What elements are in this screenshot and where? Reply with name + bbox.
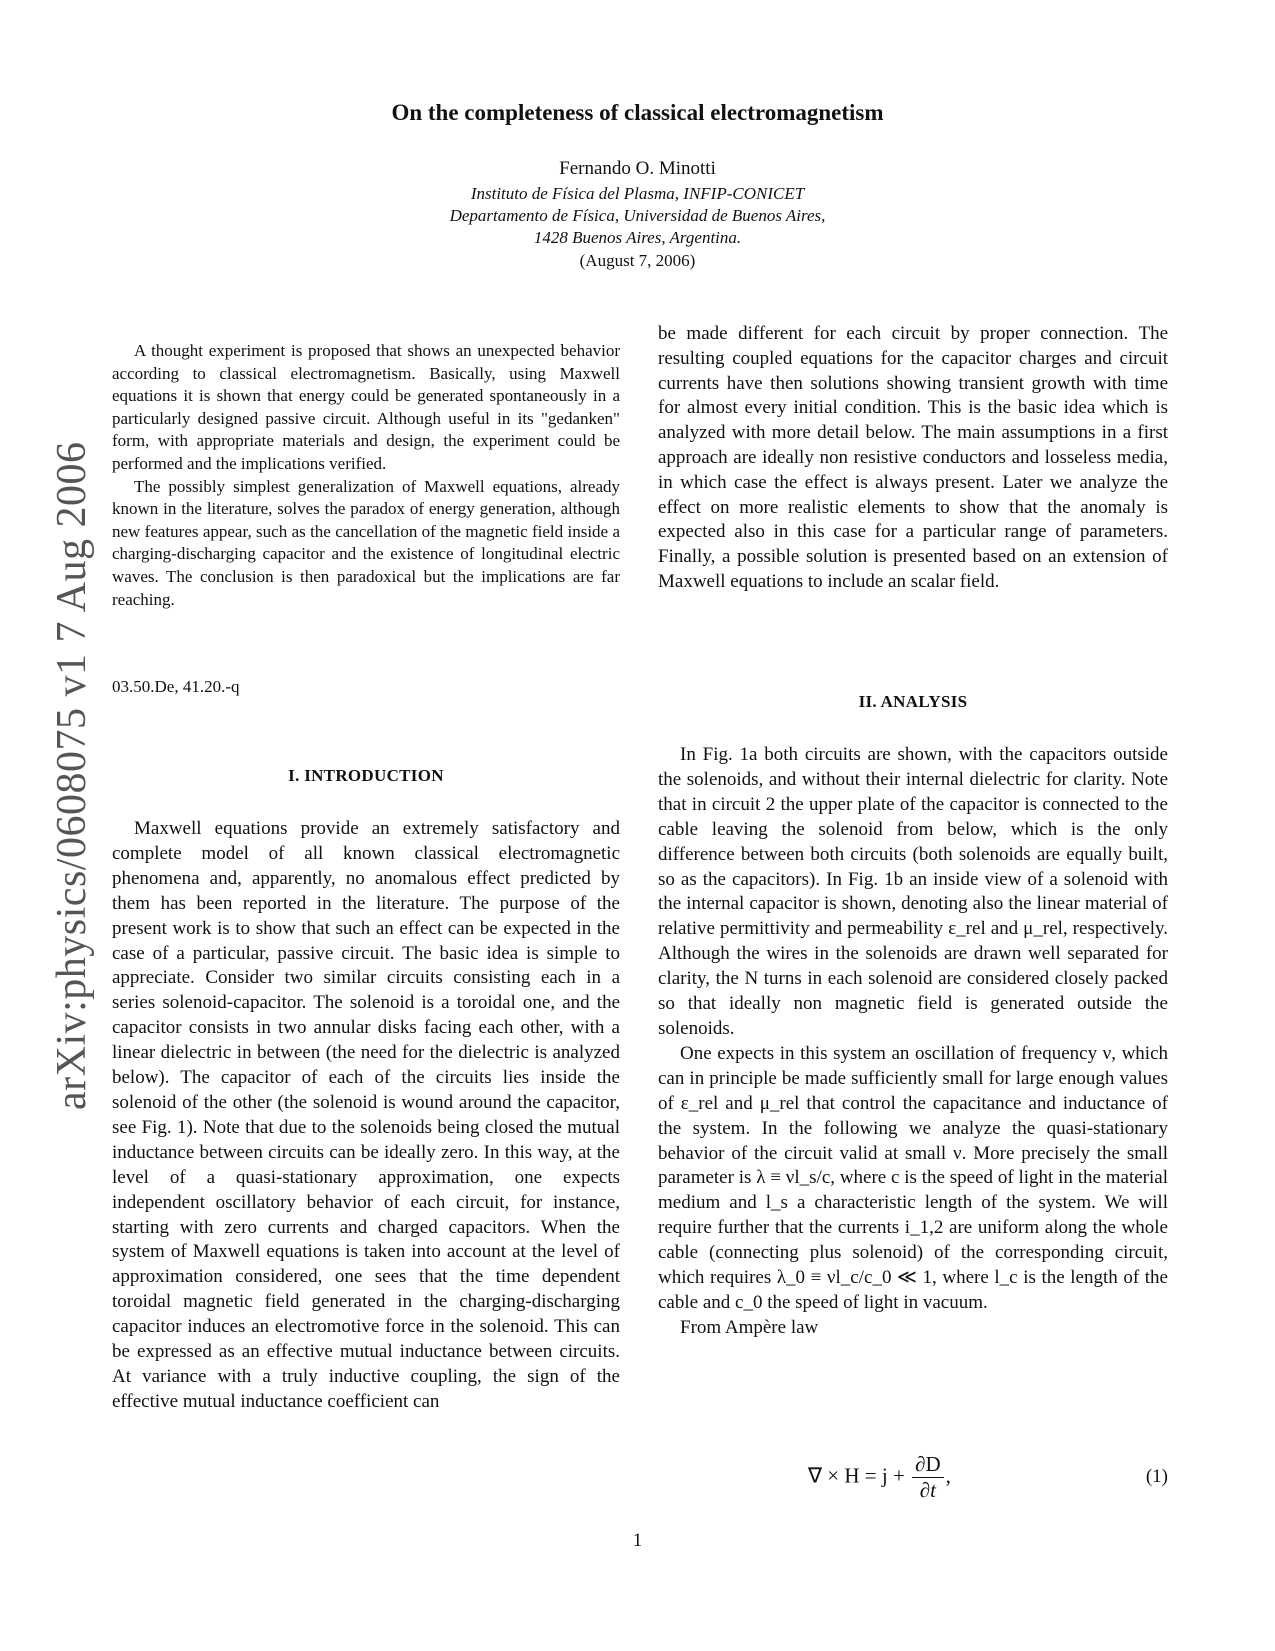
equation-body [808,1452,951,1503]
equation-fraction [912,1452,944,1503]
introduction-paragraph-continued: be made different for each circuit by proper connection. The resulting coupled equations for the capacitor charges and circuit currents have then solutions showing transient growth with time for almost every initial condition. This is the basic idea which is analyzed with more detail below. The main assumptions in a first approach are ideally non resistive conductors and losseless media, in which case the effect is always present. Later we analyze the effect on more realistic elements to show that the anomaly is expected also in this case for a particular range of parameters. Finally, a possible solution is presented based on an extension of Maxwell equations to include an scalar field. [658,323,1168,592]
introduction-text-right [658,322,1168,595]
affiliation-line: 1428 Buenos Aires, Argentina. [533,228,742,247]
introduction-paragraph: Maxwell equations provide an extremely satisfactory and complete model of all known classical electromagnetic phenomena and, apparently, no anomalous effect predicted by them has been reported in the literature. The purpose of the present work is to show that such an effect can be expected in the case of a particular, passive circuit. The basic idea is simple to appreciate. Consider two similar circuits consisting each in a series solenoid-capacitor. The solenoid is a toroidal one, and the capacitor consists in two annular disks facing each other, with a linear dielectric in between (the need for the dielectric is analyzed below). The capacitor of each of the circuits lies inside the solenoid of the other (the solenoid is wound around the capacitor, see Fig. 1). Note that due to the solenoids being closed the mutual inductance between circuits can be ideally zero. In this way, at the level of a quasi-stationary approximation, one expects independent oscillatory behavior of each circuit, for instance, starting with zero currents and charged capacitors. When the system of Maxwell equations is taken into account at the level of approximation considered, one sees that the time dependent toroidal magnetic field generated in the charging-discharging capacitor induces an electromotive force in the solenoid. This can be expressed as an effective mutual inductance between circuits. At variance with a truly inductive coupling, the sign of the effective mutual inductance coefficient can [112,818,620,1412]
page-number: 1 [632,1530,643,1551]
analysis-paragraph: One expects in this system an oscillation of frequency ν, which can in principle be made sufficiently small for large enough values of ε_rel and μ_rel that control the capacitance and inductance of the system. In the following we analyze the quasi-stationary behavior of the circuit valid at small ν. More precisely the small parameter is λ ≡ νl_s/c, where c is the speed of light in the material medium and l_s a characteristic length of the system. We will require further that the currents i_1,2 are uniform along the whole cable (connecting plus solenoid) of the corresponding circuit, which requires λ_0 ≡ νl_c/c_0 ≪ 1, where l_c is the length of the cable and c_0 the speed of light in vacuum. [658,1042,1168,1313]
equation-1 [658,1448,1168,1508]
section-heading-analysis: II. ANALYSIS [858,692,968,711]
pacs-codes: 03.50.De, 41.20.-q [112,677,240,696]
analysis-paragraph: From Ampère law [680,1316,819,1338]
affiliation-line: Departamento de Física, Universidad de Buenos Aires, [449,206,826,225]
affiliation-line: Instituto de Física del Plasma, INFIP-CONICET [470,184,805,203]
abstract-paragraph: The possibly simplest generalization of Maxwell equations, already known in the literature, solves the paradox of energy generation, although new features appear, such as the cancellation of the magnetic field inside a charging-discharging capacitor and the existence of longitudinal electric waves. The conclusion is then paradoxical but the implications are far reaching. [112,476,620,609]
introduction-text-left [112,817,620,1415]
analysis-text [658,743,1168,1341]
fraction-numerator: ∂D [912,1452,944,1478]
fraction-denominator: ∂t [919,1478,936,1502]
abstract [112,340,620,611]
abstract-paragraph: A thought experiment is proposed that shows an unexpected behavior according to classical electromagnetism. Basically, using Maxwell equations it is shown that energy could be generated spontaneously in a particularly designed passive circuit. Although useful in its "gedanken" form, with appropriate materials and design, the experiment could be performed and the implications verified. [112,341,620,473]
analysis-paragraph: In Fig. 1a both circuits are shown, with the capacitors outside the solenoids, and without their internal dielectric for clarity. Note that in circuit 2 the upper plate of the capacitor is connected to the cable leaving the solenoid from below, which is the only difference between both circuits (both solenoids are equally built, so as the capacitors). In Fig. 1b an inside view of a solenoid with the internal capacitor is shown, denoting also the linear material of relative permittivity and permeability ε_rel and μ_rel, respectively. Although the wires in the solenoids are drawn well separated for clarity, the N turns in each solenoid are considered closely packed so that ideally non magnetic field is generated outside the solenoids. [658,744,1168,1039]
paper-title: On the completeness of classical electromagnetism [391,100,884,125]
publication-date: (August 7, 2006) [579,251,696,270]
section-heading-introduction: I. INTRODUCTION [288,766,444,785]
equation-trailing-comma: , [945,1463,951,1488]
author-name: Fernando O. Minotti [559,158,716,179]
arxiv-identifier-stamp: arXiv:physics/0608075 v1 7 Aug 2006 [49,441,95,1110]
equation-lhs: ∇ × H = j + [808,1463,905,1488]
equation-number: (1) [1145,1466,1168,1487]
